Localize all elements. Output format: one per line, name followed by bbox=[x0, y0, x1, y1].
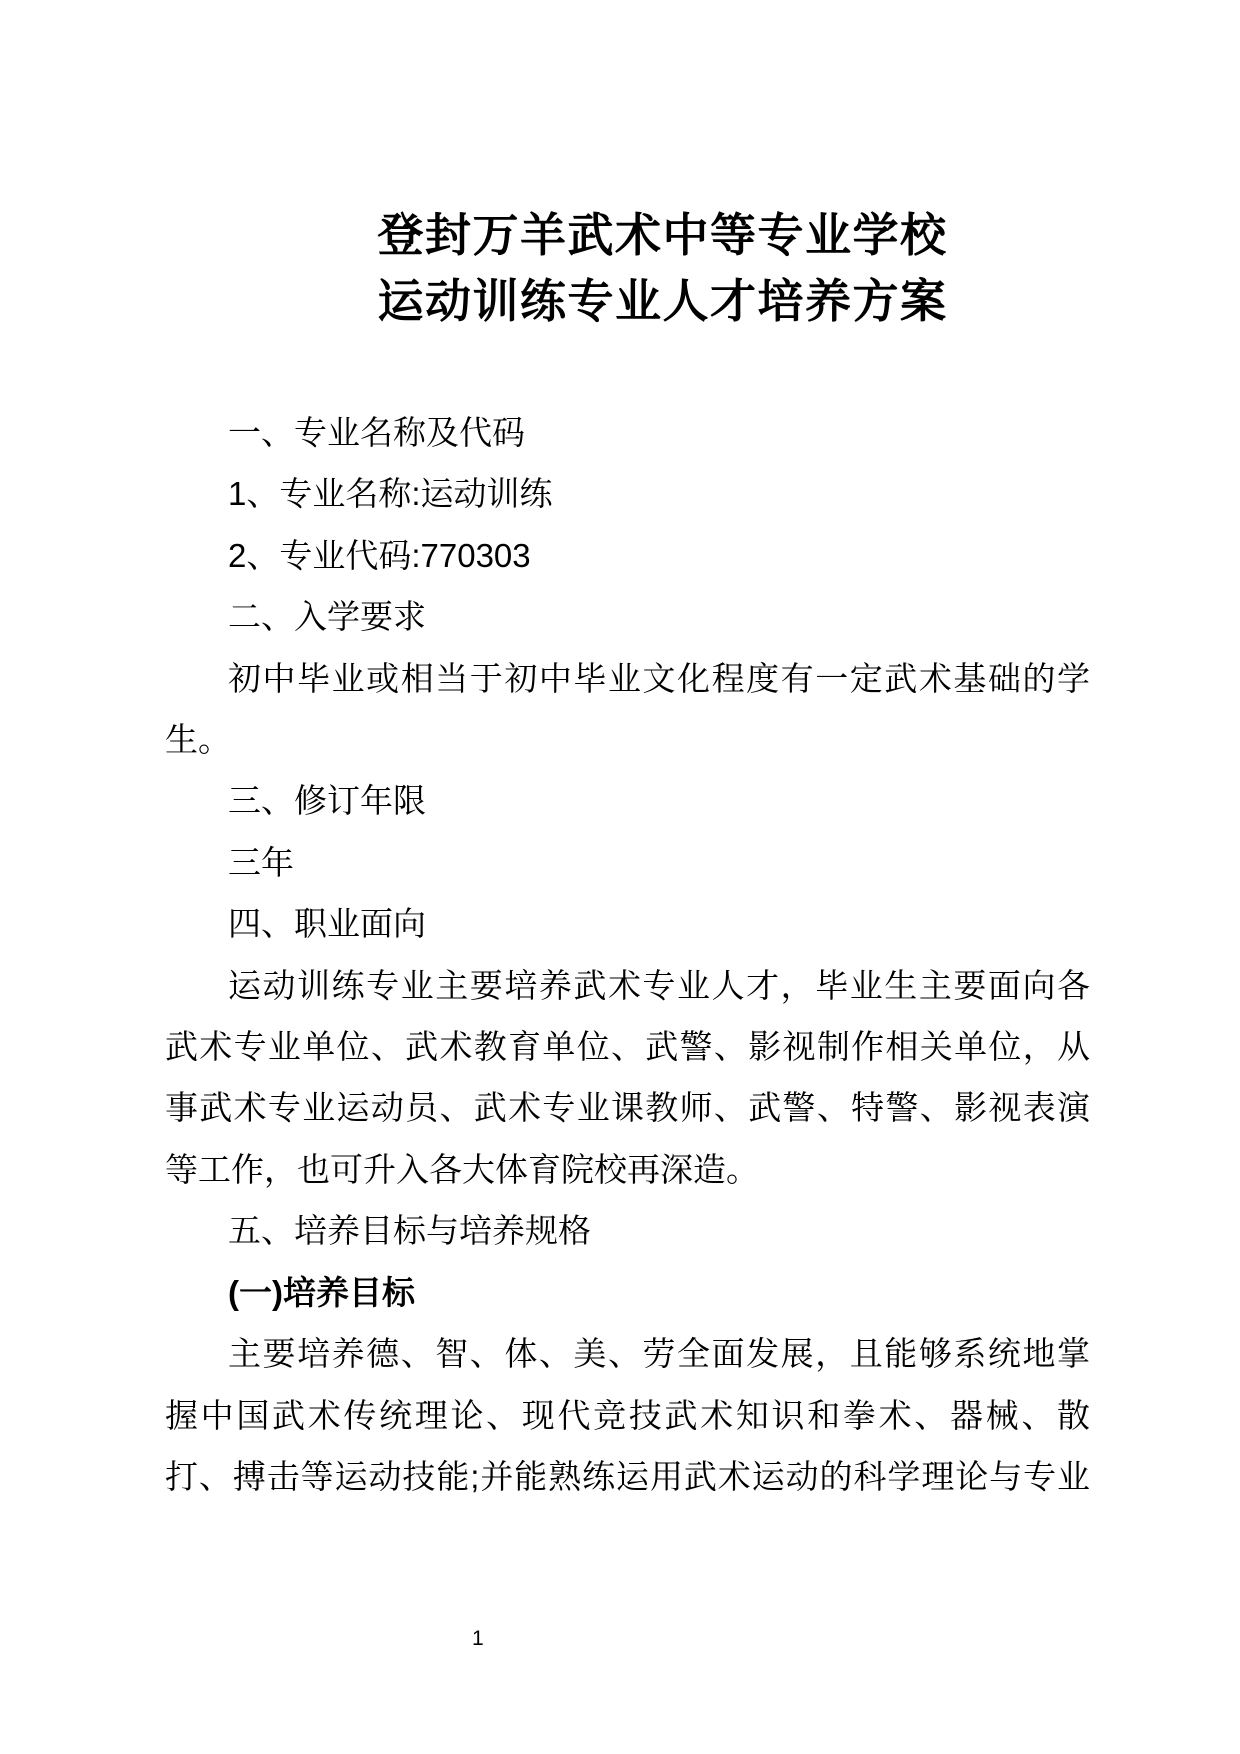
text-line: 事武术专业运动员、武术专业课教师、武警、特警、影视表演 bbox=[165, 1089, 1090, 1127]
paragraph bbox=[165, 832, 1090, 893]
text-line: 生。 bbox=[165, 721, 231, 759]
document-title-line-2: 运动训练专业人才培养方案 bbox=[377, 275, 948, 327]
text-line: 打、搏击等运动技能;并能熟练运用武术运动的科学理论与专业 bbox=[165, 1457, 1090, 1495]
paragraph bbox=[165, 893, 1090, 954]
text-line: 一、专业名称及代码 bbox=[228, 414, 525, 451]
text-line: 2、专业代码:770303 bbox=[228, 536, 531, 574]
text-line: 1、专业名称:运动训练 bbox=[228, 475, 553, 513]
text-line: 握中国武术传统理论、现代竞技武术知识和拳术、器械、散 bbox=[165, 1396, 1090, 1434]
document-title-line-1: 登封万羊武术中等专业学校 bbox=[377, 209, 948, 261]
text-line: 三、修订年限 bbox=[228, 782, 426, 820]
text-line: 五、培养目标与培养规格 bbox=[228, 1212, 591, 1250]
paragraph bbox=[165, 648, 1090, 771]
text-line: 等工作，也可升入各大体育院校再深造。 bbox=[165, 1150, 759, 1188]
text-line: 主要培养德、智、体、美、劳全面发展，且能够系统地掌 bbox=[228, 1335, 1090, 1373]
text-line: (一)培养目标 bbox=[228, 1273, 415, 1311]
page-number: 1 bbox=[472, 1627, 484, 1650]
paragraph bbox=[165, 770, 1090, 831]
paragraph bbox=[165, 1200, 1090, 1261]
paragraph bbox=[165, 525, 1090, 586]
document-title bbox=[0, 202, 1240, 334]
text-line: 武术专业单位、武术教育单位、武警、影视制作相关单位，从 bbox=[165, 1028, 1090, 1066]
paragraph bbox=[165, 1323, 1090, 1507]
paragraph bbox=[165, 955, 1090, 1201]
text-line: 运动训练专业主要培养武术专业人才，毕业生主要面向各 bbox=[228, 966, 1090, 1004]
text-line: 四、职业面向 bbox=[228, 905, 426, 943]
text-line: 初中毕业或相当于初中毕业文化程度有一定武术基础的学 bbox=[228, 659, 1090, 697]
paragraph bbox=[165, 463, 1090, 524]
paragraph bbox=[165, 1262, 1090, 1323]
text-line: 二、入学要求 bbox=[228, 598, 426, 636]
document-body bbox=[165, 402, 1090, 1507]
paragraph bbox=[165, 402, 1090, 463]
text-line: 三年 bbox=[228, 843, 294, 881]
paragraph bbox=[165, 586, 1090, 647]
